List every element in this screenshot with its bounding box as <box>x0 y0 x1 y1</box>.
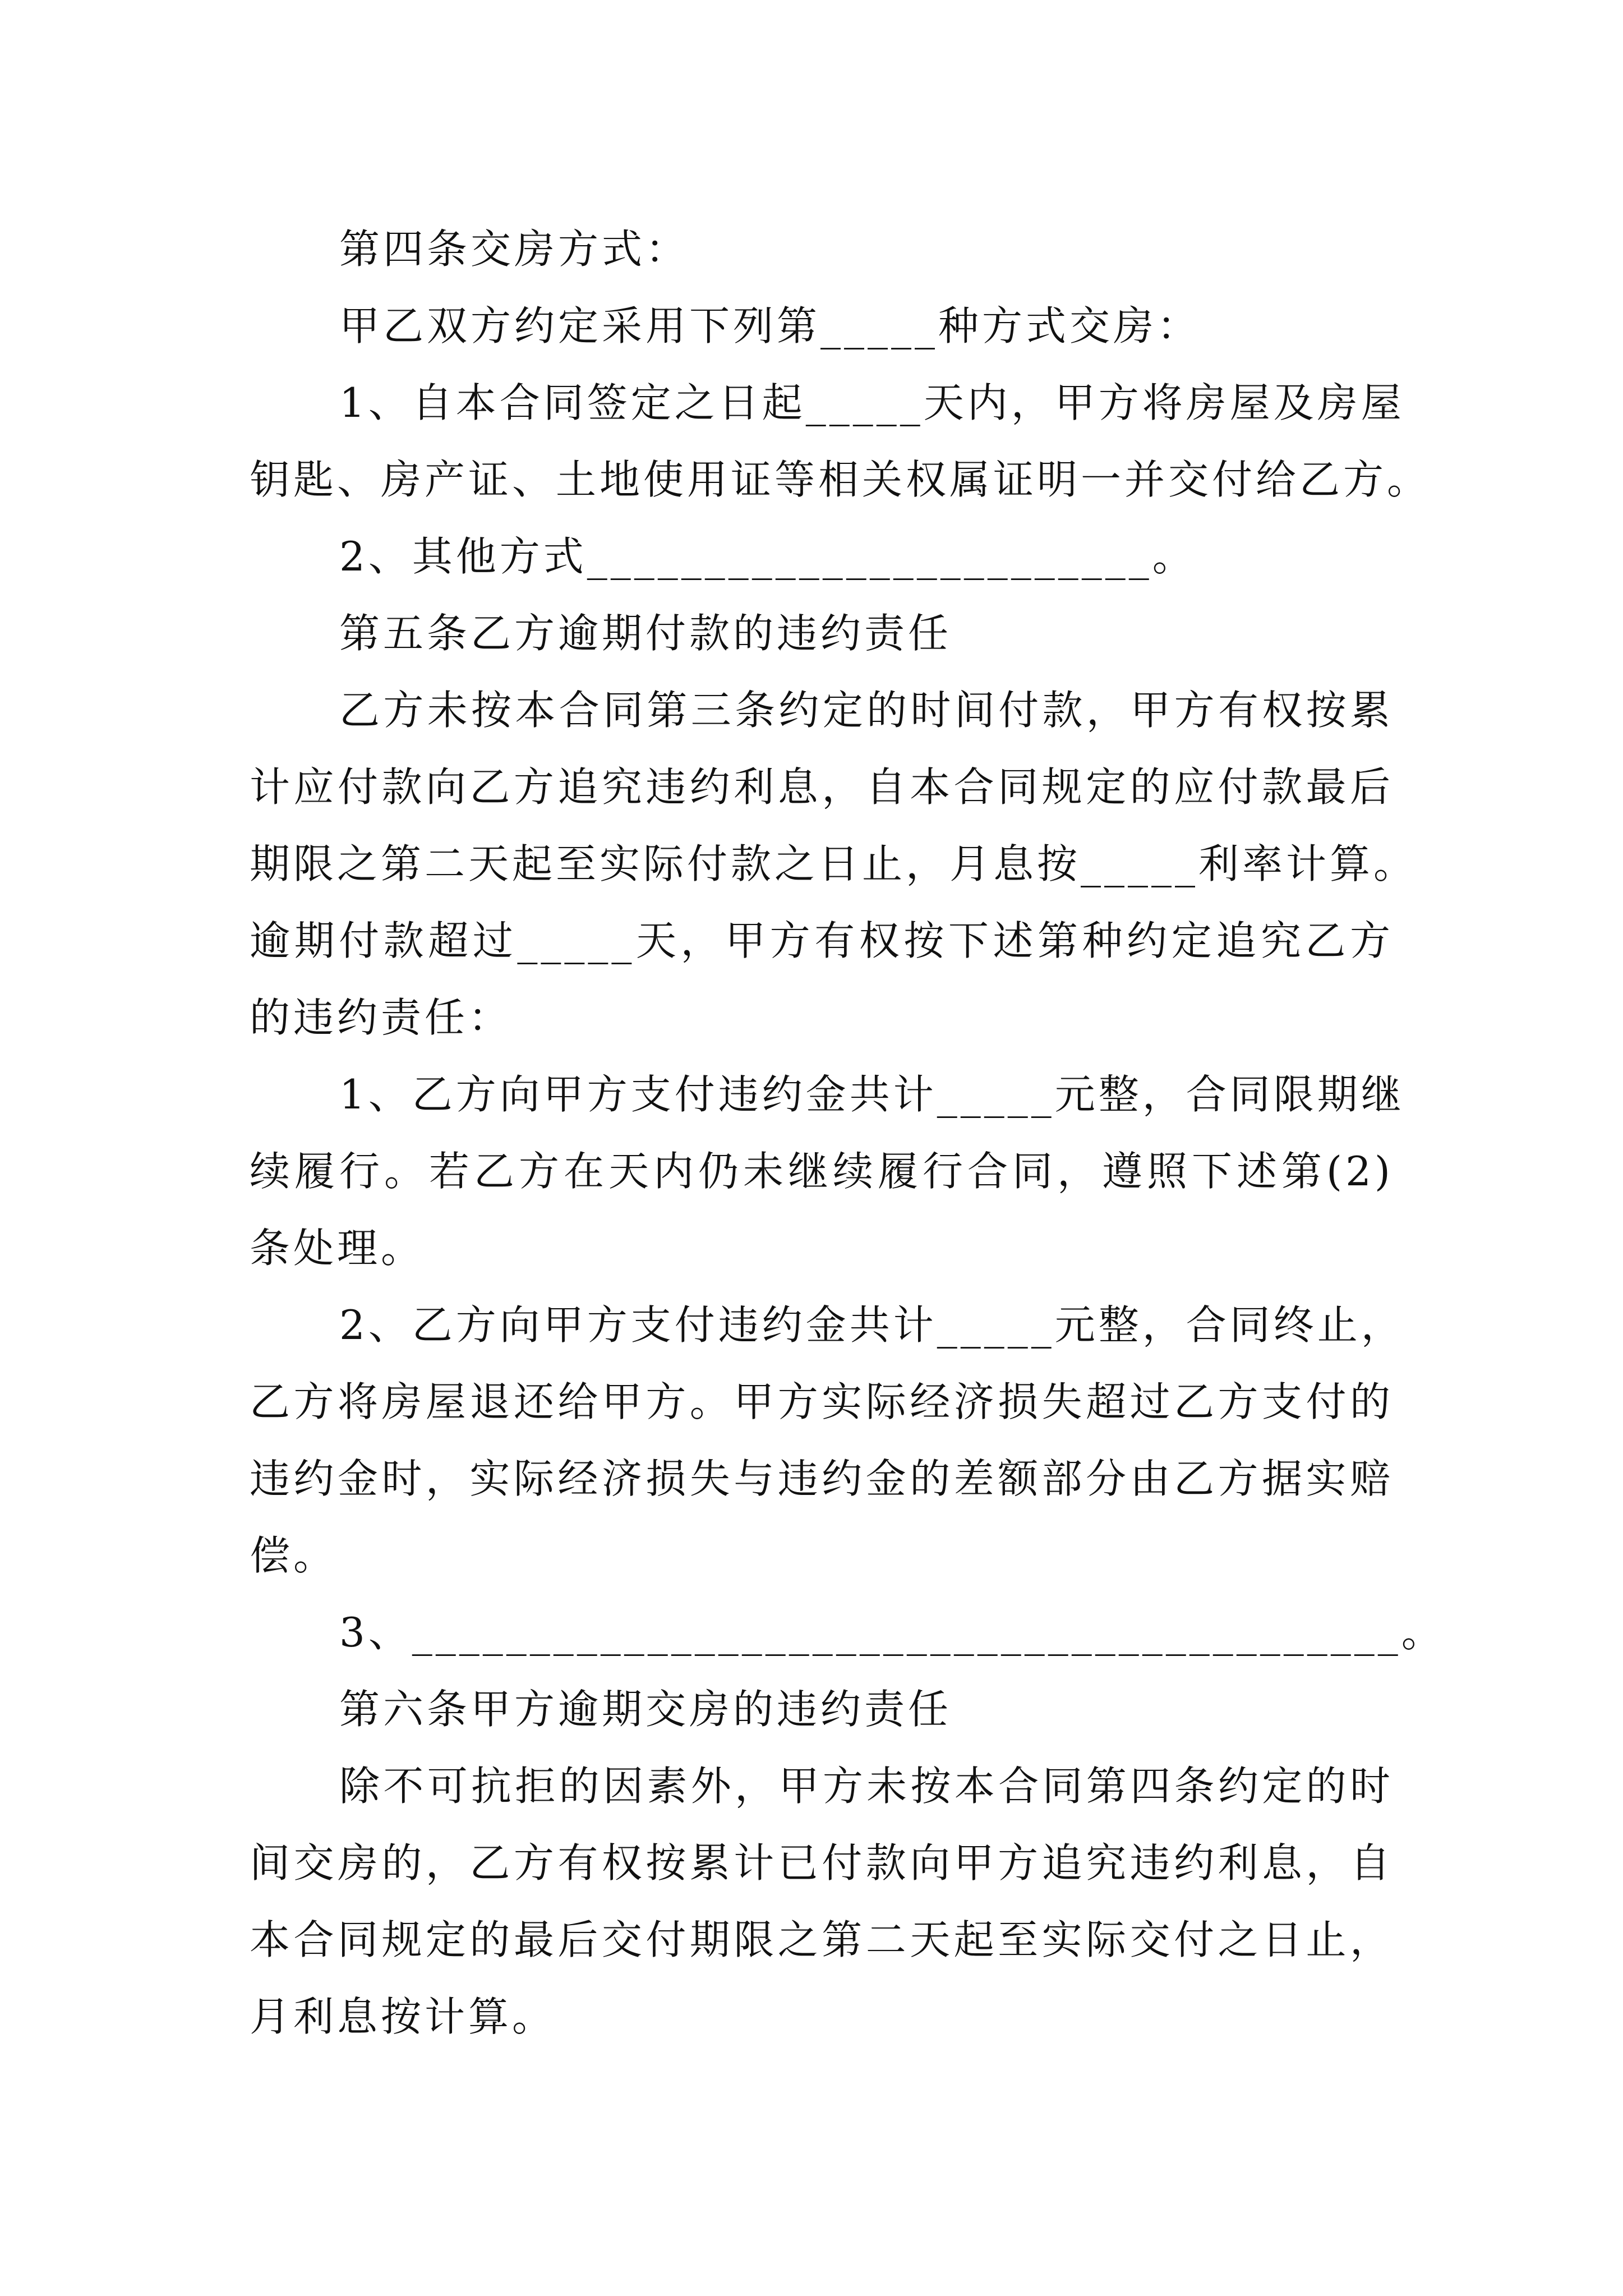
article-5-heading: 第五条乙方逾期付款的违约责任 <box>339 610 952 657</box>
paragraph-line: 续履行。若乙方在天内仍未继续履行合同，遵照下述第(2) <box>250 1148 1394 1195</box>
paragraph-line: 月利息按计算。 <box>250 1993 556 2040</box>
paragraph-line: 3、__________________________________________。 <box>339 1609 1445 1656</box>
contract-text <box>250 211 1445 2055</box>
paragraph-line: 偿。 <box>250 1532 338 1579</box>
paragraph-line: 乙方将房屋退还给甲方。甲方实际经济损失超过乙方支付的 <box>250 1378 1394 1425</box>
paragraph-line: 计应付款向乙方追究违约利息，自本合同规定的应付款最后 <box>250 763 1394 811</box>
article-4-heading: 第四条交房方式： <box>339 226 690 273</box>
paragraph-line: 条处理。 <box>250 1225 425 1272</box>
paragraph-line: 违约金时，实际经济损失与违约金的差额部分由乙方据实赔 <box>250 1455 1394 1502</box>
paragraph-line: 2、其他方式________________________。 <box>339 533 1196 580</box>
paragraph-line: 间交房的，乙方有权按累计已付款向甲方追究违约利息，自 <box>250 1839 1394 1887</box>
paragraph-line: 钥匙、房产证、土地使用证等相关权属证明一并交付给乙方。 <box>250 456 1431 503</box>
article-6-heading: 第六条甲方逾期交房的违约责任 <box>339 1686 952 1733</box>
paragraph-line: 的违约责任： <box>250 994 513 1041</box>
paragraph-line: 1、乙方向甲方支付违约金共计_____元整，合同限期继 <box>339 1071 1405 1118</box>
paragraph-line: 甲乙双方约定采用下列第_____种方式交房： <box>339 302 1201 349</box>
paragraph-line: 逾期付款超过_____天，甲方有权按下述第种约定追究乙方 <box>250 917 1394 964</box>
paragraph-line: 1、自本合同签定之日起_____天内，甲方将房屋及房屋 <box>339 379 1405 426</box>
paragraph-line: 除不可抗拒的因素外，甲方未按本合同第四条约定的时 <box>339 1763 1394 1810</box>
paragraph-line: 2、乙方向甲方支付违约金共计_____元整，合同终止， <box>339 1301 1405 1349</box>
paragraph-line: 乙方未按本合同第三条约定的时间付款，甲方有权按累 <box>339 687 1394 734</box>
paragraph-line: 本合同规定的最后交付期限之第二天起至实际交付之日止， <box>250 1916 1394 1963</box>
paragraph-line: 期限之第二天起至实际付款之日止，月息按_____利率计算。 <box>250 840 1418 887</box>
